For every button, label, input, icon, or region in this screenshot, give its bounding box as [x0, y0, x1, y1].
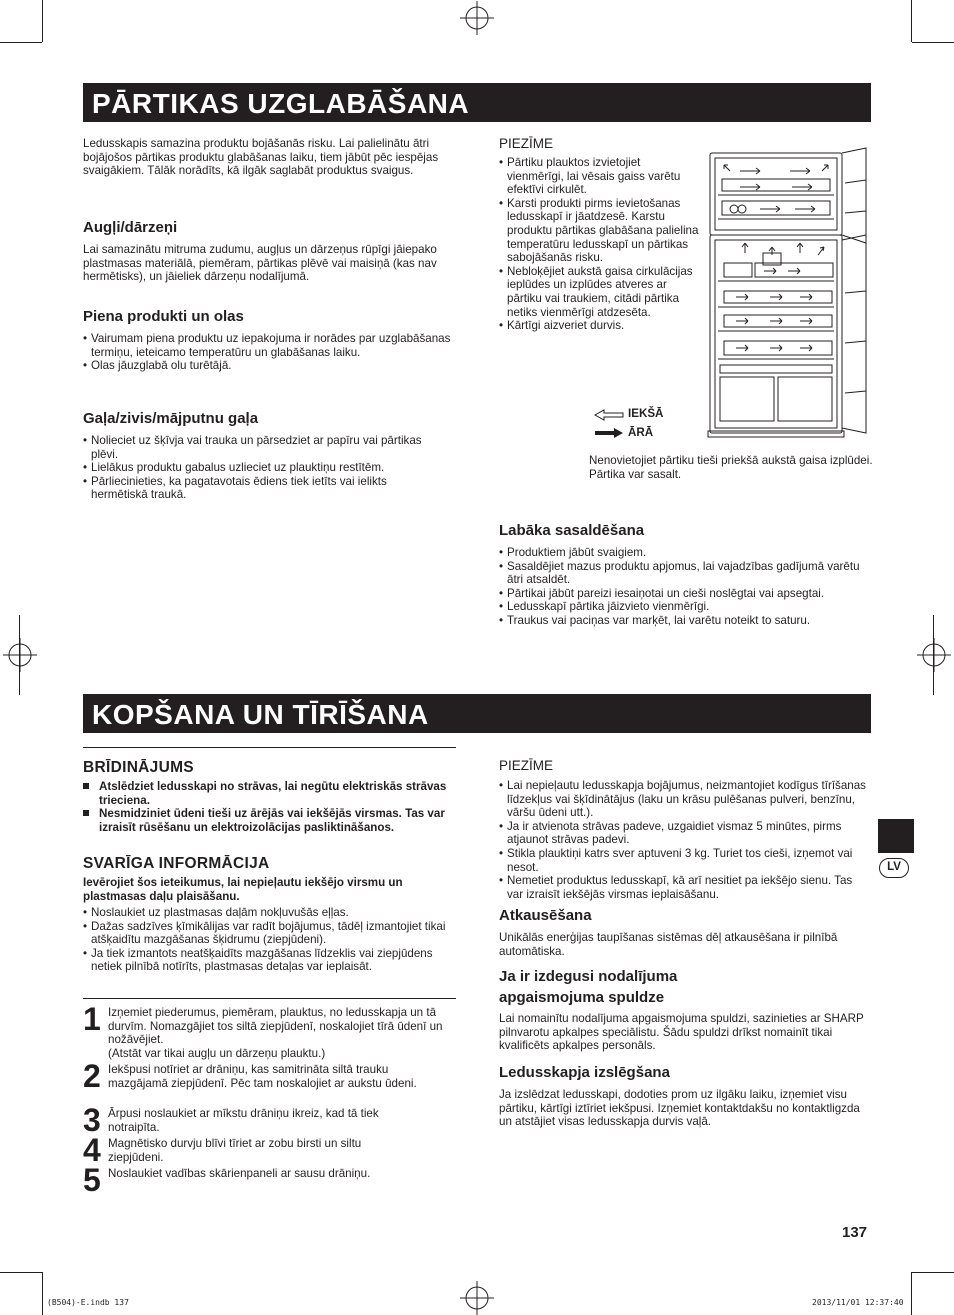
diagram-caption: Nenovietojiet pārtiku tieši priekšā aukstā gaisa izplūdei. Pārtika var sasalt.	[589, 454, 873, 481]
registration-mark-icon	[460, 1281, 494, 1315]
list-item: • Noslaukiet uz plastmasas daļām nokļuvušās eļļas.	[83, 906, 458, 920]
warning-heading: BRĪDINĀJUMS	[83, 759, 194, 776]
list-item: • Sasaldējiet mazus produktu apjomus, lai vajadzības gadījumā varētu ātri atsaldēt.	[499, 560, 869, 587]
warning-list	[83, 780, 455, 834]
air-in-arrow-icon	[594, 409, 624, 421]
step-4	[83, 1132, 455, 1168]
step-text: Ārpusi noslaukiet ar mīkstu drāniņu ikreiz, kad tā tiek notraipīta.	[108, 1107, 379, 1134]
important-list	[83, 906, 458, 974]
registration-mark-icon	[917, 638, 951, 672]
defrost-text: Unikālās enerģijas taupīšanas sistēmas dēļ atkausēšana ir pilnībā automātiska.	[499, 931, 838, 958]
freeze-list	[499, 546, 869, 628]
list-item: • Kārtīgi aizveriet durvis.	[499, 319, 699, 333]
step-number: 5	[83, 1162, 101, 1198]
crop-mark	[0, 1272, 42, 1273]
step-1	[83, 1001, 455, 1064]
care-note-heading: PIEZĪME	[499, 758, 554, 773]
defrost-heading: Atkausēšana	[499, 907, 592, 924]
list-item: • Vairumam piena produktu uz iepakojuma ir norādes par uzglabāšanas termiņu, ieteicamo temperatūru un glabāšanas laiku.	[83, 332, 455, 359]
step-text-main: Izņemiet piederumus, piemēram, plauktus, no ledusskapja un tā durvīm. Nomazgājiet tos siltā ziepjūdenī, noskalojiet tīrā ūdenī un nožāvējiet.	[108, 1006, 443, 1047]
list-item: • Dažas sadzīves ķīmikālijas var radīt bojājumus, tādēļ izmantojiet tikai atšķaidītu mazgāšanas šķidrumu (ziepjūdeni).	[83, 920, 458, 947]
list-item: • Olas jāuzglabā olu turētājā.	[83, 359, 455, 373]
list-item: • Ledusskapī pārtika jāizvieto vienmērīgi.	[499, 600, 869, 614]
crop-mark	[0, 42, 42, 43]
step-number: 3	[83, 1102, 101, 1138]
page-number: 137	[842, 1224, 868, 1241]
care-note-list	[499, 779, 871, 901]
fruit-text: Lai samazinātu mitruma zudumu, augļus un dārzeņus rūpīgi jāiepako plastmasas materiālā, piemēram, pārtikas plēvē vai maisiņā (kas nav hermētisks), un jāieliek dārzeņu nodalījumā.	[83, 243, 437, 284]
crop-mark	[42, 1272, 43, 1315]
important-heading: SVARĪGA INFORMĀCIJA	[83, 855, 270, 872]
step-number: 2	[83, 1058, 101, 1094]
note-list	[499, 156, 699, 333]
section-title-food-storage: PĀRTIKAS UZGLABĀŠANA	[83, 83, 871, 122]
note-heading: PIEZĪME	[499, 136, 554, 151]
switch-off-text: Ja izslēdzat ledusskapi, dodoties prom uz ilgāku laiku, izņemiet visu pārtiku, kārtīgi iztīriet iekšpusi. Izņemiet kontaktdakšu no kontaktligzda un atstājiet visas ledusskapja durvis vaļā.	[499, 1088, 860, 1129]
step-text: Magnētisko durvju blīvi tīriet ar zobu birsti un siltu ziepjūdeni.	[108, 1137, 362, 1164]
freeze-heading: Labāka sasaldēšana	[499, 522, 645, 539]
list-item: • Nolieciet uz šķīvja vai trauka un pārsedziet ar papīru vai pārtikas plēvi.	[83, 434, 433, 461]
list-item: Nesmidziniet ūdeni tieši uz ārējās vai iekšējās virsmas. Tas var izraisīt rūsēšanu un elektroizolācijas pasliktināšanos.	[83, 807, 455, 834]
crop-mark	[912, 1272, 954, 1273]
list-item: • Ja ir atvienota strāvas padeve, uzgaidiet vismaz 5 minūtes, pirms atjaunot strāvas padevi.	[499, 820, 871, 847]
language-tab-block	[878, 819, 914, 853]
crop-mark	[911, 1272, 912, 1315]
section-title-care-cleaning: KOPŠANA UN TĪRĪŠANA	[83, 694, 871, 733]
step-text	[108, 1006, 453, 1060]
legend-in-label: IEKŠĀ	[628, 407, 664, 420]
divider	[83, 998, 456, 999]
registration-mark-icon	[3, 638, 37, 672]
list-item: • Stikla plauktiņi katrs sver aptuveni 3 kg. Turiet tos cieši, izņemot vai nesot.	[499, 847, 871, 874]
step-number: 1	[83, 1001, 101, 1037]
registration-mark-icon	[460, 1, 494, 35]
list-item: • Lai nepieļautu ledusskapja bojājumus, neizmantojiet kodīgus tīrīšanas līdzekļus vai šķīdinātājus (laku un krāsu pulēšanas pulveri, benzīnu, vāršu ūdeni utt.).	[499, 779, 871, 820]
list-item: • Nemetiet produktus ledusskapī, kā arī nesitiet pa iekšējo sienu. Tas var izraisīt iekšējās virsmas ieplaisāšanu.	[499, 874, 871, 901]
fruit-heading: Augļi/dārzeņi	[83, 219, 178, 236]
meat-list	[83, 434, 433, 502]
step-3	[83, 1102, 455, 1138]
footer-timestamp: 2013/11/01 12:37:40	[812, 1298, 904, 1307]
dairy-heading: Piena produkti un olas	[83, 308, 244, 325]
list-item: • Karsti produkti pirms ievietošanas ledusskapī ir jāatdzesē. Karstu produktu pārtikas glabāšana palielina temperatūru ledusskapī un pārtikas sabojāšanās risku.	[499, 197, 699, 265]
step-number: 4	[83, 1132, 101, 1168]
lamp-heading	[499, 968, 677, 1007]
list-item: Atslēdziet ledusskapi no strāvas, lai negūtu elektriskās strāvas trieciena.	[83, 780, 455, 807]
list-item: • Ja tiek izmantots neatšķaidīts mazgāšanas līdzeklis vai ziepjūdens netiek pilnībā notīrīts, plastmasas detaļas var ieplaisāt.	[83, 947, 458, 974]
step-2	[83, 1058, 455, 1105]
step-text-note: (Atstāt var tikai augļu un dārzeņu plauktu.)	[108, 1046, 326, 1060]
air-out-arrow-icon	[594, 427, 624, 439]
lamp-text: Lai nomainītu nodalījuma apgaismojuma spuldzi, sazinieties ar SHARP pilnvarotu apkalpes speciālistu. Šādu spuldzi drīkst nomainīt tikai kvalificēts apkalpes personāls.	[499, 1012, 864, 1053]
lamp-heading-line: Ja ir izdegusi nodalījuma	[499, 968, 678, 985]
language-badge: LV	[879, 858, 909, 878]
meat-heading: Gaļa/zivis/mājputnu gaļa	[83, 410, 259, 427]
list-item: • Produktiem jābūt svaigiem.	[499, 546, 869, 560]
important-lead: Ievērojiet šos ieteikumus, lai nepieļautu iekšējo virsmu un plastmasas daļu plaisāšanu.	[83, 876, 403, 903]
step-text: Noslaukiet vadības skārienpaneli ar sausu drāniņu.	[108, 1167, 371, 1180]
footer-file-info: (B504)-E.indb 137	[47, 1298, 129, 1307]
legend-out-label: ĀRĀ	[628, 426, 654, 439]
crop-mark	[911, 0, 912, 42]
dairy-list	[83, 332, 455, 373]
food-storage-intro: Ledusskapis samazina produktu bojāšanās risku. Lai palielinātu ātri bojājošos pārtikas produktu glabāšanas laiku, tiem jābūt pēc iespējas svaigākiem. Tālāk norādīts, kā ilgāk saglabāt produktus svaigus.	[83, 137, 439, 178]
step-5	[83, 1162, 455, 1198]
list-item: • Pārtiku plauktos izvietojiet vienmērīgi, lai vēsais gaiss varētu efektīvi cirkulēt.	[499, 156, 699, 197]
step-text: Iekšpusi notīriet ar drāniņu, kas samitrināta siltā trauku mazgājamā ziepjūdenī. Pēc tam noskalojiet ar aukstu ūdeni.	[108, 1063, 417, 1090]
list-item: • Pārliecinieties, ka pagatavotais ēdiens tiek ietīts vai ielikts hermētiskā traukā.	[83, 475, 433, 502]
list-item: • Nebloķējiet aukstā gaisa cirkulācijas ieplūdes un izplūdes atveres ar pārtiku vai traukiem, citādi pārtika netiks vienmērīgi atdzesēta.	[499, 265, 699, 319]
switch-off-heading: Ledusskapja izslēgšana	[499, 1064, 670, 1081]
list-item: • Traukus vai paciņas var marķēt, lai varētu noteikt to saturu.	[499, 614, 869, 628]
crop-mark	[912, 42, 954, 43]
fridge-airflow-diagram	[700, 143, 872, 445]
crop-mark	[42, 0, 43, 42]
divider	[83, 747, 456, 748]
list-item: • Lielākus produktu gabalus uzlieciet uz plauktiņu restītēm.	[83, 461, 433, 475]
lamp-heading-line: apgaismojuma spuldze	[499, 989, 665, 1006]
list-item: • Pārtikai jābūt pareizi iesaiņotai un cieši noslēgtai vai apsegtai.	[499, 587, 869, 601]
